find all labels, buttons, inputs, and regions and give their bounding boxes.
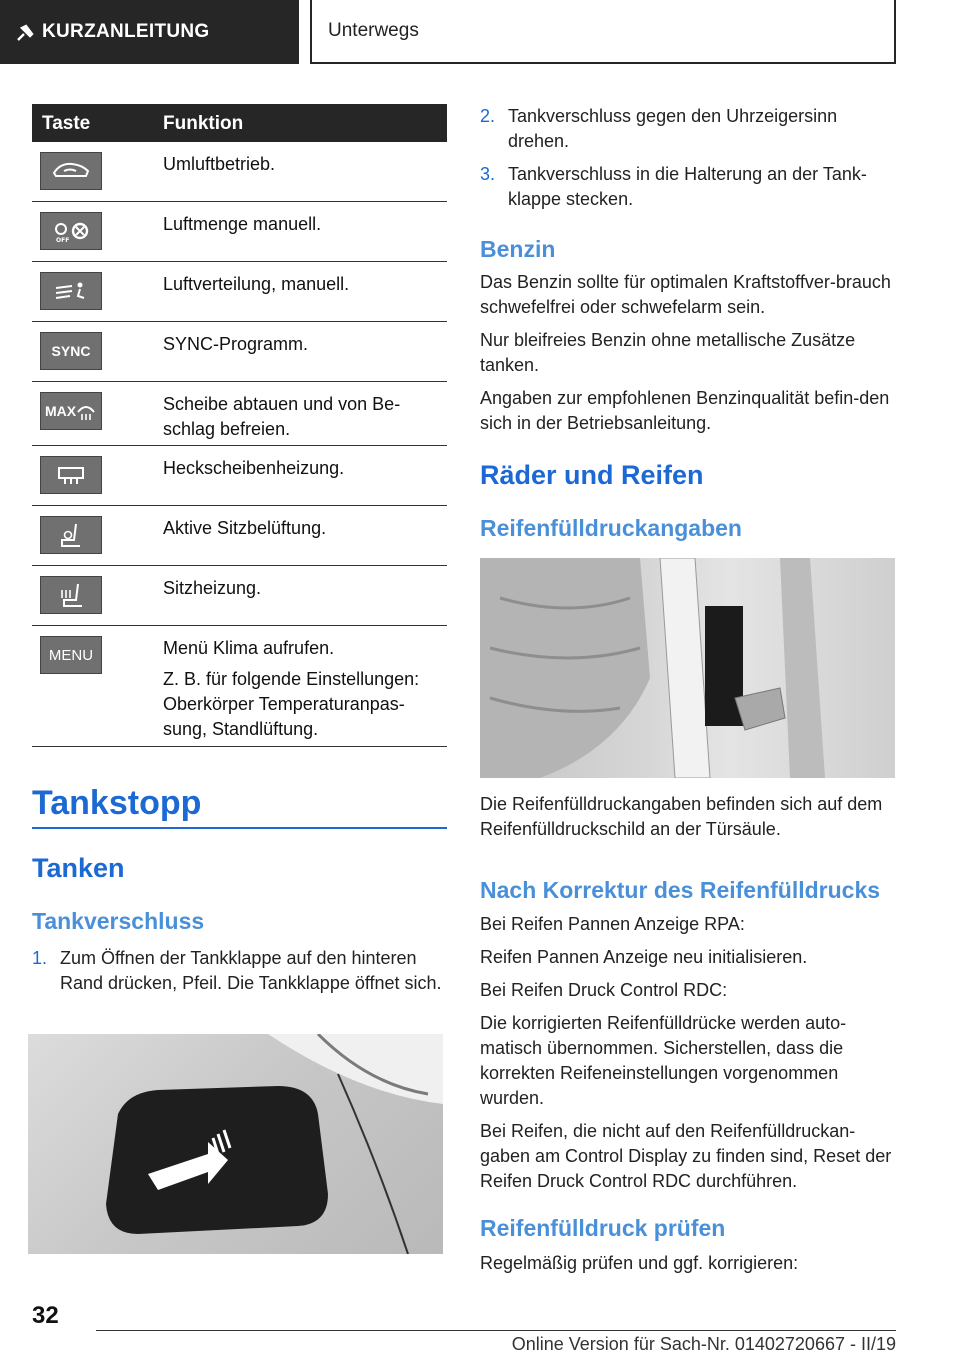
list-item xyxy=(480,162,895,212)
paragraph: Reifen Pannen Anzeige neu initialisieren. xyxy=(480,947,808,967)
row-function xyxy=(163,272,447,303)
step-text: Tankverschluss gegen den Uhrzeigersinn drehen. xyxy=(508,106,838,151)
section-label: Unterwegs xyxy=(328,20,419,41)
paragraph: Die Reifenfülldruckangaben befinden sich auf dem Reifenfülldruckschild an der Türsäule. xyxy=(480,794,883,839)
heading-raeder-reifen: Räder und Reifen xyxy=(480,460,704,490)
door-pillar-image xyxy=(480,558,895,778)
paragraph: Bei Reifen Druck Control RDC: xyxy=(480,980,728,1000)
step-text: Tankverschluss in die Halterung an der Tank-klappe stecken. xyxy=(508,164,867,209)
climate-button-table xyxy=(32,104,447,747)
function-text: Luftmenge manuell. xyxy=(163,214,322,234)
paragraph: Bei Reifen, die nicht auf den Reifenfülldruckan-gaben am Control Display zu finden sind, Reset der Reifen Druck Control RDC durchführen. xyxy=(480,1121,892,1191)
air-distribution-icon xyxy=(40,272,102,310)
row-function xyxy=(163,516,447,547)
paragraph: Nur bleifreies Benzin ohne metallische Zusätze tanken. xyxy=(480,330,856,375)
row-function xyxy=(163,636,447,748)
max-defrost-icon xyxy=(40,392,102,430)
heading-pruefen: Reifenfülldruck prüfen xyxy=(480,1215,726,1241)
table-row xyxy=(32,322,447,382)
footer-text: Online Version für Sach-Nr. 01402720667 - II/19 xyxy=(511,1334,896,1354)
menu-icon: MENU xyxy=(40,636,102,674)
paragraph: Das Benzin sollte für optimalen Kraftstoffver-brauch schwefelfrei oder schwefelarm sein. xyxy=(480,272,891,317)
function-text: Sitzheizung. xyxy=(163,578,262,598)
row-function xyxy=(163,456,447,487)
fuel-flap-image xyxy=(28,1034,443,1254)
table-row xyxy=(32,202,447,262)
function-text: Umluftbetrieb. xyxy=(163,154,276,174)
paragraph: Angaben zur empfohlenen Benzinqualität befin-den sich in der Betriebsanleitung. xyxy=(480,388,890,433)
table-row xyxy=(32,142,447,202)
chapter-tab xyxy=(0,0,299,64)
step-number: 1. xyxy=(32,948,48,968)
row-function xyxy=(163,392,447,448)
heading-fuelldruckangaben: Reifenfülldruckangaben xyxy=(480,515,742,541)
row-function xyxy=(163,576,447,607)
fan-speed-icon xyxy=(40,212,102,250)
step-text: Zum Öffnen der Tankklappe auf den hinteren Rand drücken, Pfeil. Die Tankklappe öffnet sich. xyxy=(60,948,442,993)
rear-window-heating-icon xyxy=(40,456,102,494)
sync-icon: SYNC xyxy=(40,332,102,370)
row-function xyxy=(163,152,447,183)
heading-tanken: Tanken xyxy=(32,853,125,883)
table-col-function: Funktion xyxy=(163,113,244,134)
function-text: Heckscheibenheizung. xyxy=(163,458,345,478)
function-text: Scheibe abtauen und von Be-schlag befreien. xyxy=(163,394,401,439)
table-row xyxy=(32,382,447,446)
pruefen-text xyxy=(480,1251,895,1284)
heading-tankverschluss: Tankverschluss xyxy=(32,908,205,934)
korrektur-text xyxy=(480,912,895,1202)
function-text: Z. B. für folgende Einstellungen: Oberkörper Temperaturanpas-sung, Standlüftung. xyxy=(163,669,420,739)
table-row xyxy=(32,446,447,506)
function-text: Menü Klima aufrufen. xyxy=(163,638,335,658)
max-label: MAX xyxy=(45,402,77,419)
list-item xyxy=(480,104,895,154)
step-number: 3. xyxy=(480,164,496,184)
heading-underline xyxy=(32,827,447,829)
table-row xyxy=(32,262,447,322)
paragraph: Bei Reifen Pannen Anzeige RPA: xyxy=(480,914,745,934)
steps-list-right xyxy=(480,104,895,220)
paragraph: Die korrigierten Reifenfülldrücke werden auto-matisch übernommen. Sicherstellen, dass die korrekten Reifeneinstellungen vorgenommen wurden. xyxy=(480,1013,847,1108)
steps-list-left xyxy=(32,946,447,1004)
function-text: Luftverteilung, manuell. xyxy=(163,274,350,294)
benzin-text xyxy=(480,270,895,444)
step-number: 2. xyxy=(480,106,496,126)
table-header xyxy=(32,104,447,142)
heading-benzin: Benzin xyxy=(480,236,556,262)
footer-divider xyxy=(96,1330,896,1331)
page-number: 32 xyxy=(32,1302,59,1329)
row-function xyxy=(163,332,447,363)
table-col-key: Taste xyxy=(42,113,91,134)
function-text: Aktive Sitzbelüftung. xyxy=(163,518,327,538)
table-row xyxy=(32,506,447,566)
table-row xyxy=(32,566,447,626)
table-row xyxy=(32,626,447,747)
pushpin-icon xyxy=(14,22,36,44)
seat-ventilation-icon xyxy=(40,516,102,554)
heading-korrektur: Nach Korrektur des Reifenfülldrucks xyxy=(480,877,881,903)
section-title xyxy=(310,0,896,64)
fuelldruck-text xyxy=(480,792,895,850)
chapter-title: KURZANLEITUNG xyxy=(42,21,210,42)
row-function xyxy=(163,212,447,243)
function-text: SYNC-Programm. xyxy=(163,334,309,354)
paragraph: Regelmäßig prüfen und ggf. korrigieren: xyxy=(480,1253,799,1273)
heading-tankstopp: Tankstopp xyxy=(32,784,202,822)
air-recirculation-icon xyxy=(40,152,102,190)
seat-heating-icon xyxy=(40,576,102,614)
list-item xyxy=(32,946,447,996)
svg-text:OFF: OFF xyxy=(56,237,70,244)
